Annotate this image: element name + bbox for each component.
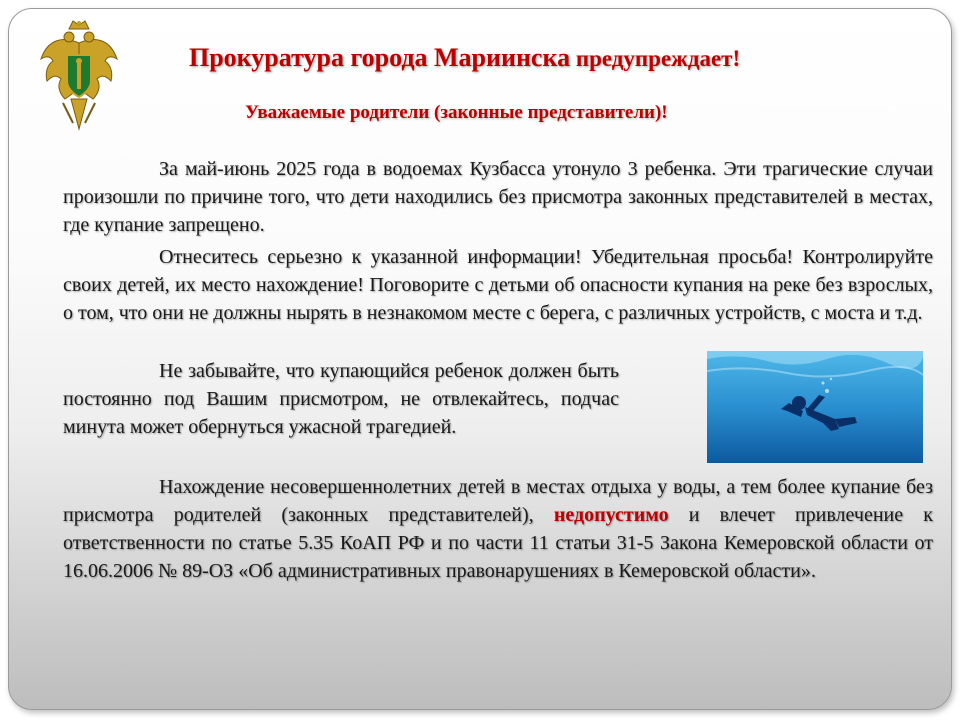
subtitle: Уважаемые родители (законные представители)!	[245, 102, 668, 123]
slide	[8, 8, 952, 710]
highlight-word: недопустимо	[553, 504, 669, 526]
paragraph-1-text: За май-июнь 2025 года в водоемах Кузбасса утонуло 3 ребенка. Эти трагические случаи произошли по причине того, что дети находились без присмотра законных представителей в местах, где купание запрещено.	[63, 158, 933, 236]
title-main: Прокуратура города Мариинска	[189, 43, 571, 72]
paragraph-2	[63, 243, 933, 327]
page-title	[189, 43, 929, 74]
paragraph-3-text: Не забывайте, что купающийся ребенок должен быть постоянно под Вашим присмотром, не отвлекайтесь, подчас минута может обернуться ужасной трагедией.	[63, 360, 619, 438]
paragraph-4	[63, 473, 933, 585]
paragraph-2-text: Отнеситесь серьезно к указанной информации! Убедительная просьба! Контролируйте своих детей, их место нахождение! Поговорите с детьми об опасности купания на реке без взрослых, о том, что они не должны нырять в незнакомом месте с берега, с различных устройств, с моста и т.д.	[63, 246, 933, 324]
prosecutor-emblem-icon	[39, 19, 119, 135]
paragraph-4-start: Нахождение несовершеннолетних детей в местах отдыха у воды, а тем более купание без присмотра родителей (законных представителей),	[63, 476, 933, 526]
title-suffix: предупреждает!	[570, 46, 741, 71]
drowning-child-photo	[707, 351, 923, 463]
paragraph-3	[63, 357, 619, 441]
paragraph-4-end: и влечет привлечение к ответственности по статье 5.35 КоАП РФ и по части 11 статьи 31-5 Закона Кемеровской области от 16.06.2006 № 89-ОЗ «Об административных правонарушениях в Кемеровской области».	[63, 504, 933, 582]
paragraph-1	[63, 155, 933, 239]
